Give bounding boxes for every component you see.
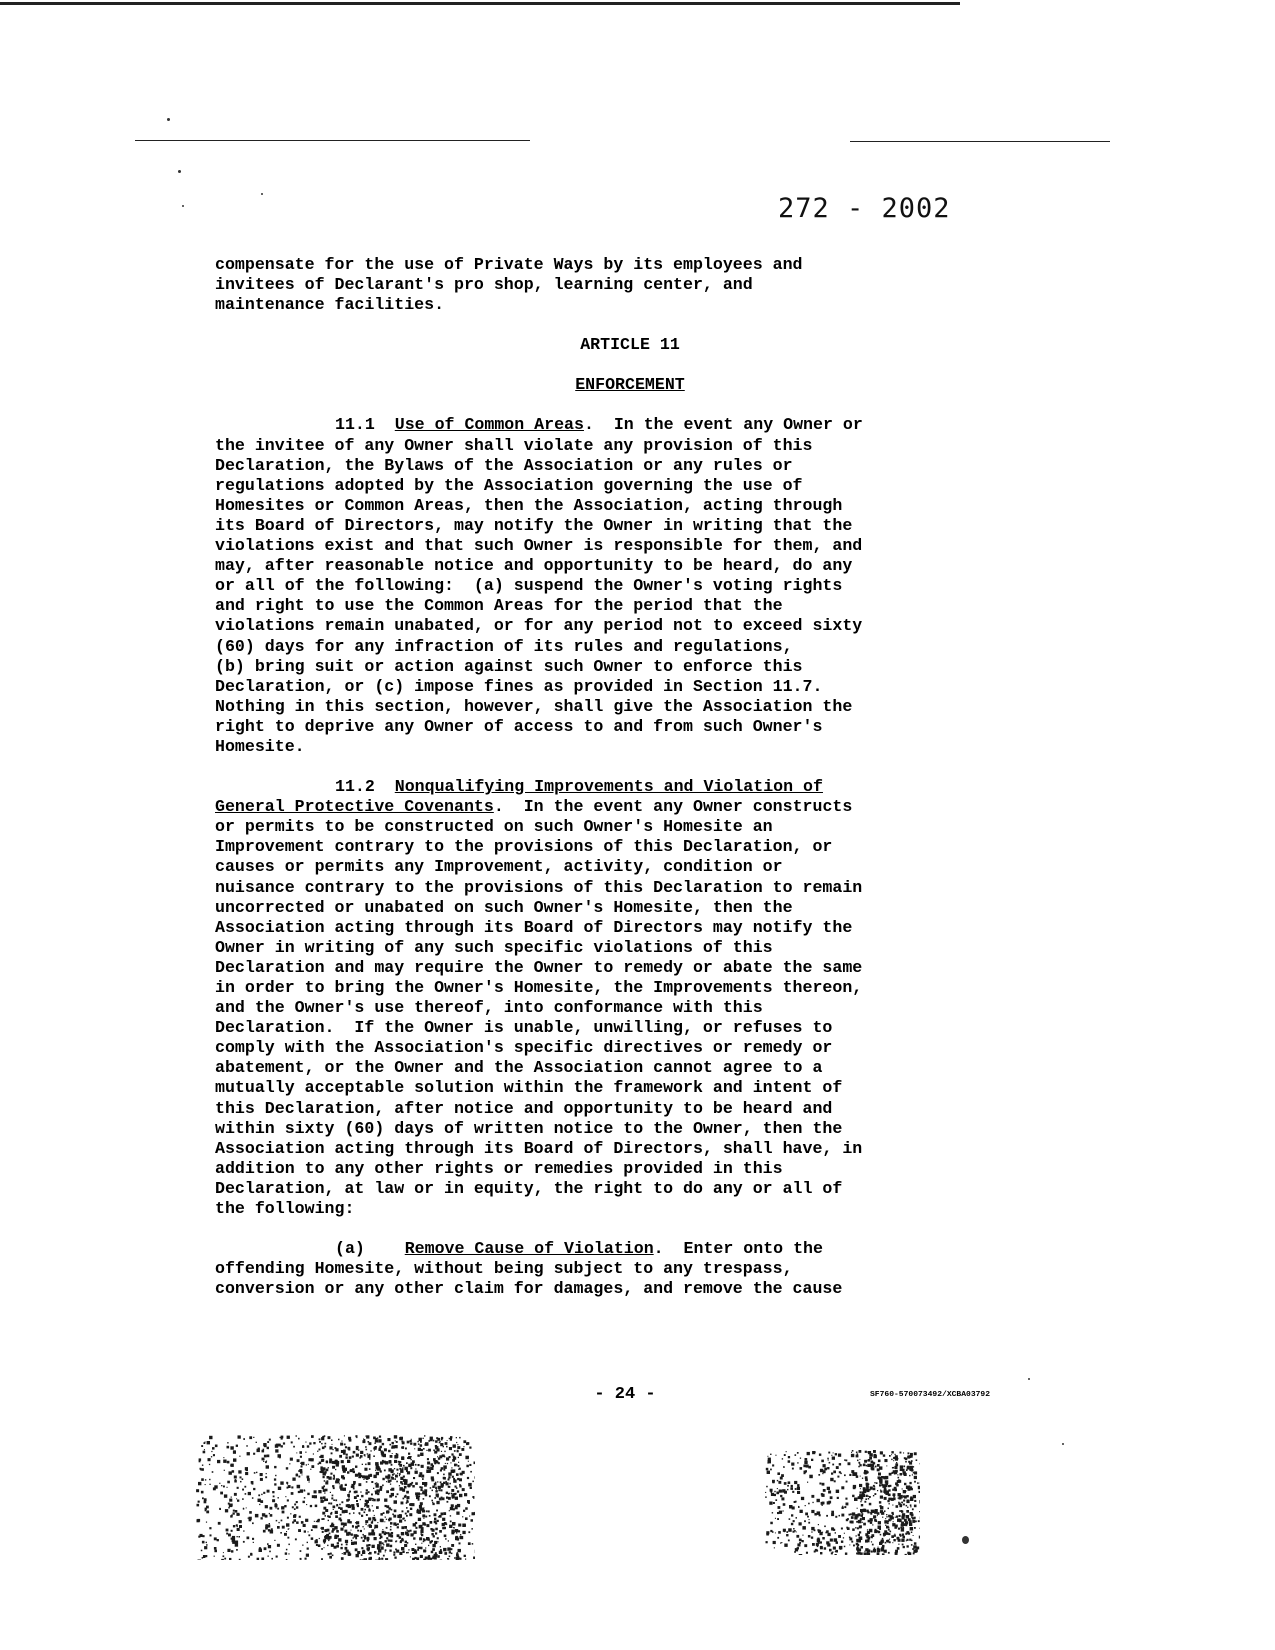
section-line: violations exist and that such Owner is responsible for them, and: [215, 536, 863, 556]
scan-speck: [962, 1536, 969, 1544]
section-line: Declaration, the Bylaws of the Association or any rules or: [215, 455, 793, 475]
section-number: 11.2: [335, 777, 375, 797]
section-line: the invitee of any Owner shall violate any provision of this: [215, 435, 813, 455]
intro-line: maintenance facilities.: [215, 295, 445, 315]
section-line: (60) days for any infraction of its rules and regulations,: [215, 636, 793, 656]
section-line: violations remain unabated, or for any period not to exceed sixty: [215, 616, 863, 636]
section-line: Owner in writing of any such specific violations of this: [215, 937, 773, 957]
section-text: . In the event any Owner constructs: [493, 797, 853, 817]
subsection-label: (a): [335, 1239, 365, 1259]
scan-speck: [261, 193, 263, 195]
section-line: in order to bring the Owner's Homesite, the Improvements thereon,: [215, 978, 863, 997]
section-line: nuisance contrary to the provisions of this Declaration to remain: [215, 877, 863, 897]
section-11-2-first-line: [215, 777, 1035, 797]
subsection-a-first-line: [215, 1239, 1035, 1259]
section-line: uncorrected or unabated on such Owner's Homesite, then the: [215, 897, 793, 917]
section-line: this Declaration, after notice and opportunity to be heard and: [215, 1098, 833, 1118]
header-rule-right: [850, 141, 1110, 142]
section-line: and right to use the Common Areas for the period that the: [215, 596, 783, 616]
header-rule-left: [135, 140, 530, 141]
section-11-2-second-line: [215, 797, 1035, 817]
section-line: Homesite.: [215, 736, 305, 756]
scan-noise-right: [765, 1450, 920, 1555]
section-line: or permits to be constructed on such Owner's Homesite an: [215, 817, 773, 837]
section-line: Declaration. If the Owner is unable, unwilling, or refuses to: [215, 1018, 833, 1038]
section-line: Declaration, or (c) impose fines as provided in Section 11.7.: [215, 676, 823, 696]
intro-line: invitees of Declarant's pro shop, learning center, and: [215, 275, 753, 295]
section-line: causes or permits any Improvement, activity, condition or: [215, 857, 783, 877]
section-line: Declaration and may require the Owner to remedy or abate the same: [215, 957, 863, 977]
section-heading: Use of Common Areas: [394, 415, 584, 435]
section-line: its Board of Directors, may notify the Owner in writing that the: [215, 515, 853, 535]
article-subtitle: ENFORCEMENT: [575, 375, 685, 395]
section-heading: Nonqualifying Improvements and Violation of: [394, 777, 823, 797]
section-line: within sixty (60) days of written notice to the Owner, then the: [215, 1118, 843, 1138]
section-line: Declaration, at law or in equity, the right to do any or all of: [215, 1178, 843, 1198]
section-line: regulations adopted by the Association governing the use of: [215, 475, 803, 495]
section-line: addition to any other rights or remedies provided in this: [215, 1158, 783, 1178]
subsection-text: . Enter onto the: [653, 1239, 823, 1259]
section-line: abatement, or the Owner and the Association cannot agree to a: [215, 1058, 823, 1078]
section-line: and the Owner's use thereof, into conformance with this: [215, 998, 763, 1018]
scan-speck: [167, 118, 170, 121]
scan-speck: [1028, 1378, 1030, 1380]
article-subtitle-line: [215, 375, 1035, 395]
intro-line: compensate for the use of Private Ways by its employees and: [215, 255, 803, 274]
section-line: Association acting through its Board of Directors, shall have, in: [215, 1138, 863, 1158]
section-heading-continued: General Protective Covenants: [215, 797, 494, 817]
section-line: the following:: [215, 1199, 355, 1219]
subsection-line: conversion or any other claim for damages, and remove the cause: [215, 1279, 843, 1299]
scan-noise-left: [195, 1435, 475, 1560]
article-title: ARTICLE 11: [580, 335, 680, 355]
section-line: may, after reasonable notice and opportunity to be heard, do any: [215, 556, 853, 576]
section-line: Improvement contrary to the provisions of this Declaration, or: [215, 837, 833, 857]
section-line: right to deprive any Owner of access to and from such Owner's: [215, 716, 823, 736]
section-line: comply with the Association's specific directives or remedy or: [215, 1038, 833, 1058]
document-body: [215, 255, 1035, 1299]
section-line: Association acting through its Board of Directors may notify the: [215, 917, 853, 937]
section-line: or all of the following: (a) suspend the Owner's voting rights: [215, 576, 843, 596]
section-line: mutually acceptable solution within the framework and intent of: [215, 1078, 843, 1098]
section-number: 11.1: [335, 415, 375, 435]
top-edge-rule: [0, 2, 960, 5]
document-code: SF760-570073492/XCBA03792: [870, 1390, 991, 1399]
section-text: . In the event any Owner or: [583, 415, 863, 435]
subsection-line: offending Homesite, without being subject to any trespass,: [215, 1259, 793, 1279]
document-number: 272 - 2002: [778, 193, 951, 224]
scan-speck: [1062, 1443, 1064, 1445]
scan-speck: [178, 170, 181, 173]
section-line: Homesites or Common Areas, then the Association, acting through: [215, 495, 843, 515]
subsection-heading: Remove Cause of Violation: [404, 1239, 654, 1259]
section-line: Nothing in this section, however, shall give the Association the: [215, 696, 853, 716]
page-number: - 24 -: [594, 1385, 656, 1404]
section-line: (b) bring suit or action against such Owner to enforce this: [215, 656, 803, 676]
scan-speck: [182, 205, 184, 207]
section-11-1-first-line: [215, 415, 1035, 435]
